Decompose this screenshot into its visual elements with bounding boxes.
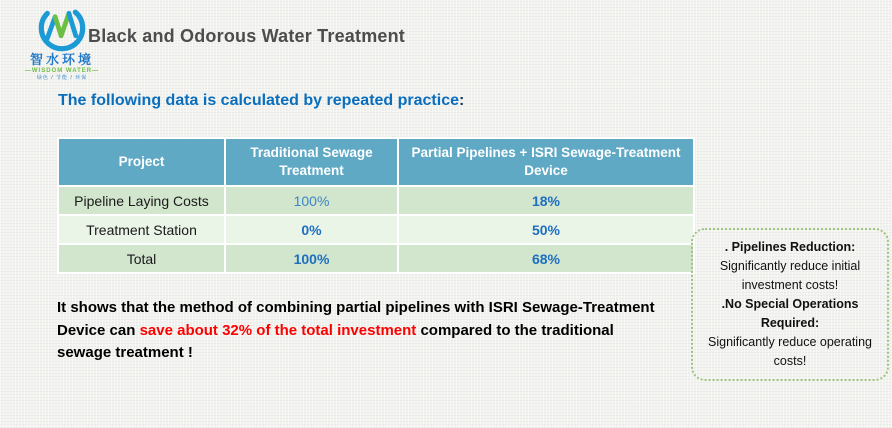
subtitle-colon: :: [459, 92, 465, 109]
logo-chinese-name: 智水环境: [29, 52, 94, 67]
row-label-pipeline-laying-costs: Pipeline Laying Costs: [58, 186, 225, 215]
table-row: [58, 244, 694, 273]
table-header-row: [58, 138, 694, 186]
value-station-traditional: 0%: [225, 215, 398, 244]
note-operating-costs-text: Significantly reduce operating costs!: [708, 335, 872, 368]
table-row: [58, 215, 694, 244]
logo-english-name: —WISDOM WATER—: [24, 68, 100, 74]
value-pipeline-traditional: 100%: [225, 186, 398, 215]
note-no-special-operations-heading: .No Special Operations Required:: [721, 297, 859, 330]
conclusion-pre: It shows that the method of combining partial pipelines with ISRI Sewage-Treatment Device can: [57, 299, 655, 339]
row-label-treatment-station: Treatment Station: [58, 215, 225, 244]
subtitle: [58, 92, 464, 110]
value-total-partial: 68%: [398, 244, 694, 273]
subtitle-text: The following data is calculated by repeated practice: [58, 92, 459, 109]
column-header-partial-isri: Partial Pipelines + ISRI Sewage-Treatment Device: [398, 138, 694, 186]
table-row: [58, 186, 694, 215]
conclusion-text: [57, 297, 669, 365]
cost-comparison-table: [57, 137, 695, 274]
conclusion-highlight: save about 32% of the total investment: [139, 321, 417, 339]
benefits-note-box: [691, 228, 889, 381]
row-label-total: Total: [58, 244, 225, 273]
note-initial-investment-text: Significantly reduce initial investment costs!: [719, 259, 861, 292]
value-station-partial: 50%: [398, 215, 694, 244]
value-total-traditional: 100%: [225, 244, 398, 273]
note-pipelines-reduction-heading: . Pipelines Reduction:: [724, 240, 856, 254]
column-header-project: Project: [58, 138, 225, 186]
page-title: Black and Odorous Water Treatment: [88, 26, 406, 46]
logo-tagline: 绿色 / 节能 / 环保: [36, 75, 88, 81]
value-pipeline-partial: 18%: [398, 186, 694, 215]
column-header-traditional: Traditional Sewage Treatment: [225, 138, 398, 186]
conclusion-post: compared to the traditional sewage treatment !: [57, 321, 614, 361]
